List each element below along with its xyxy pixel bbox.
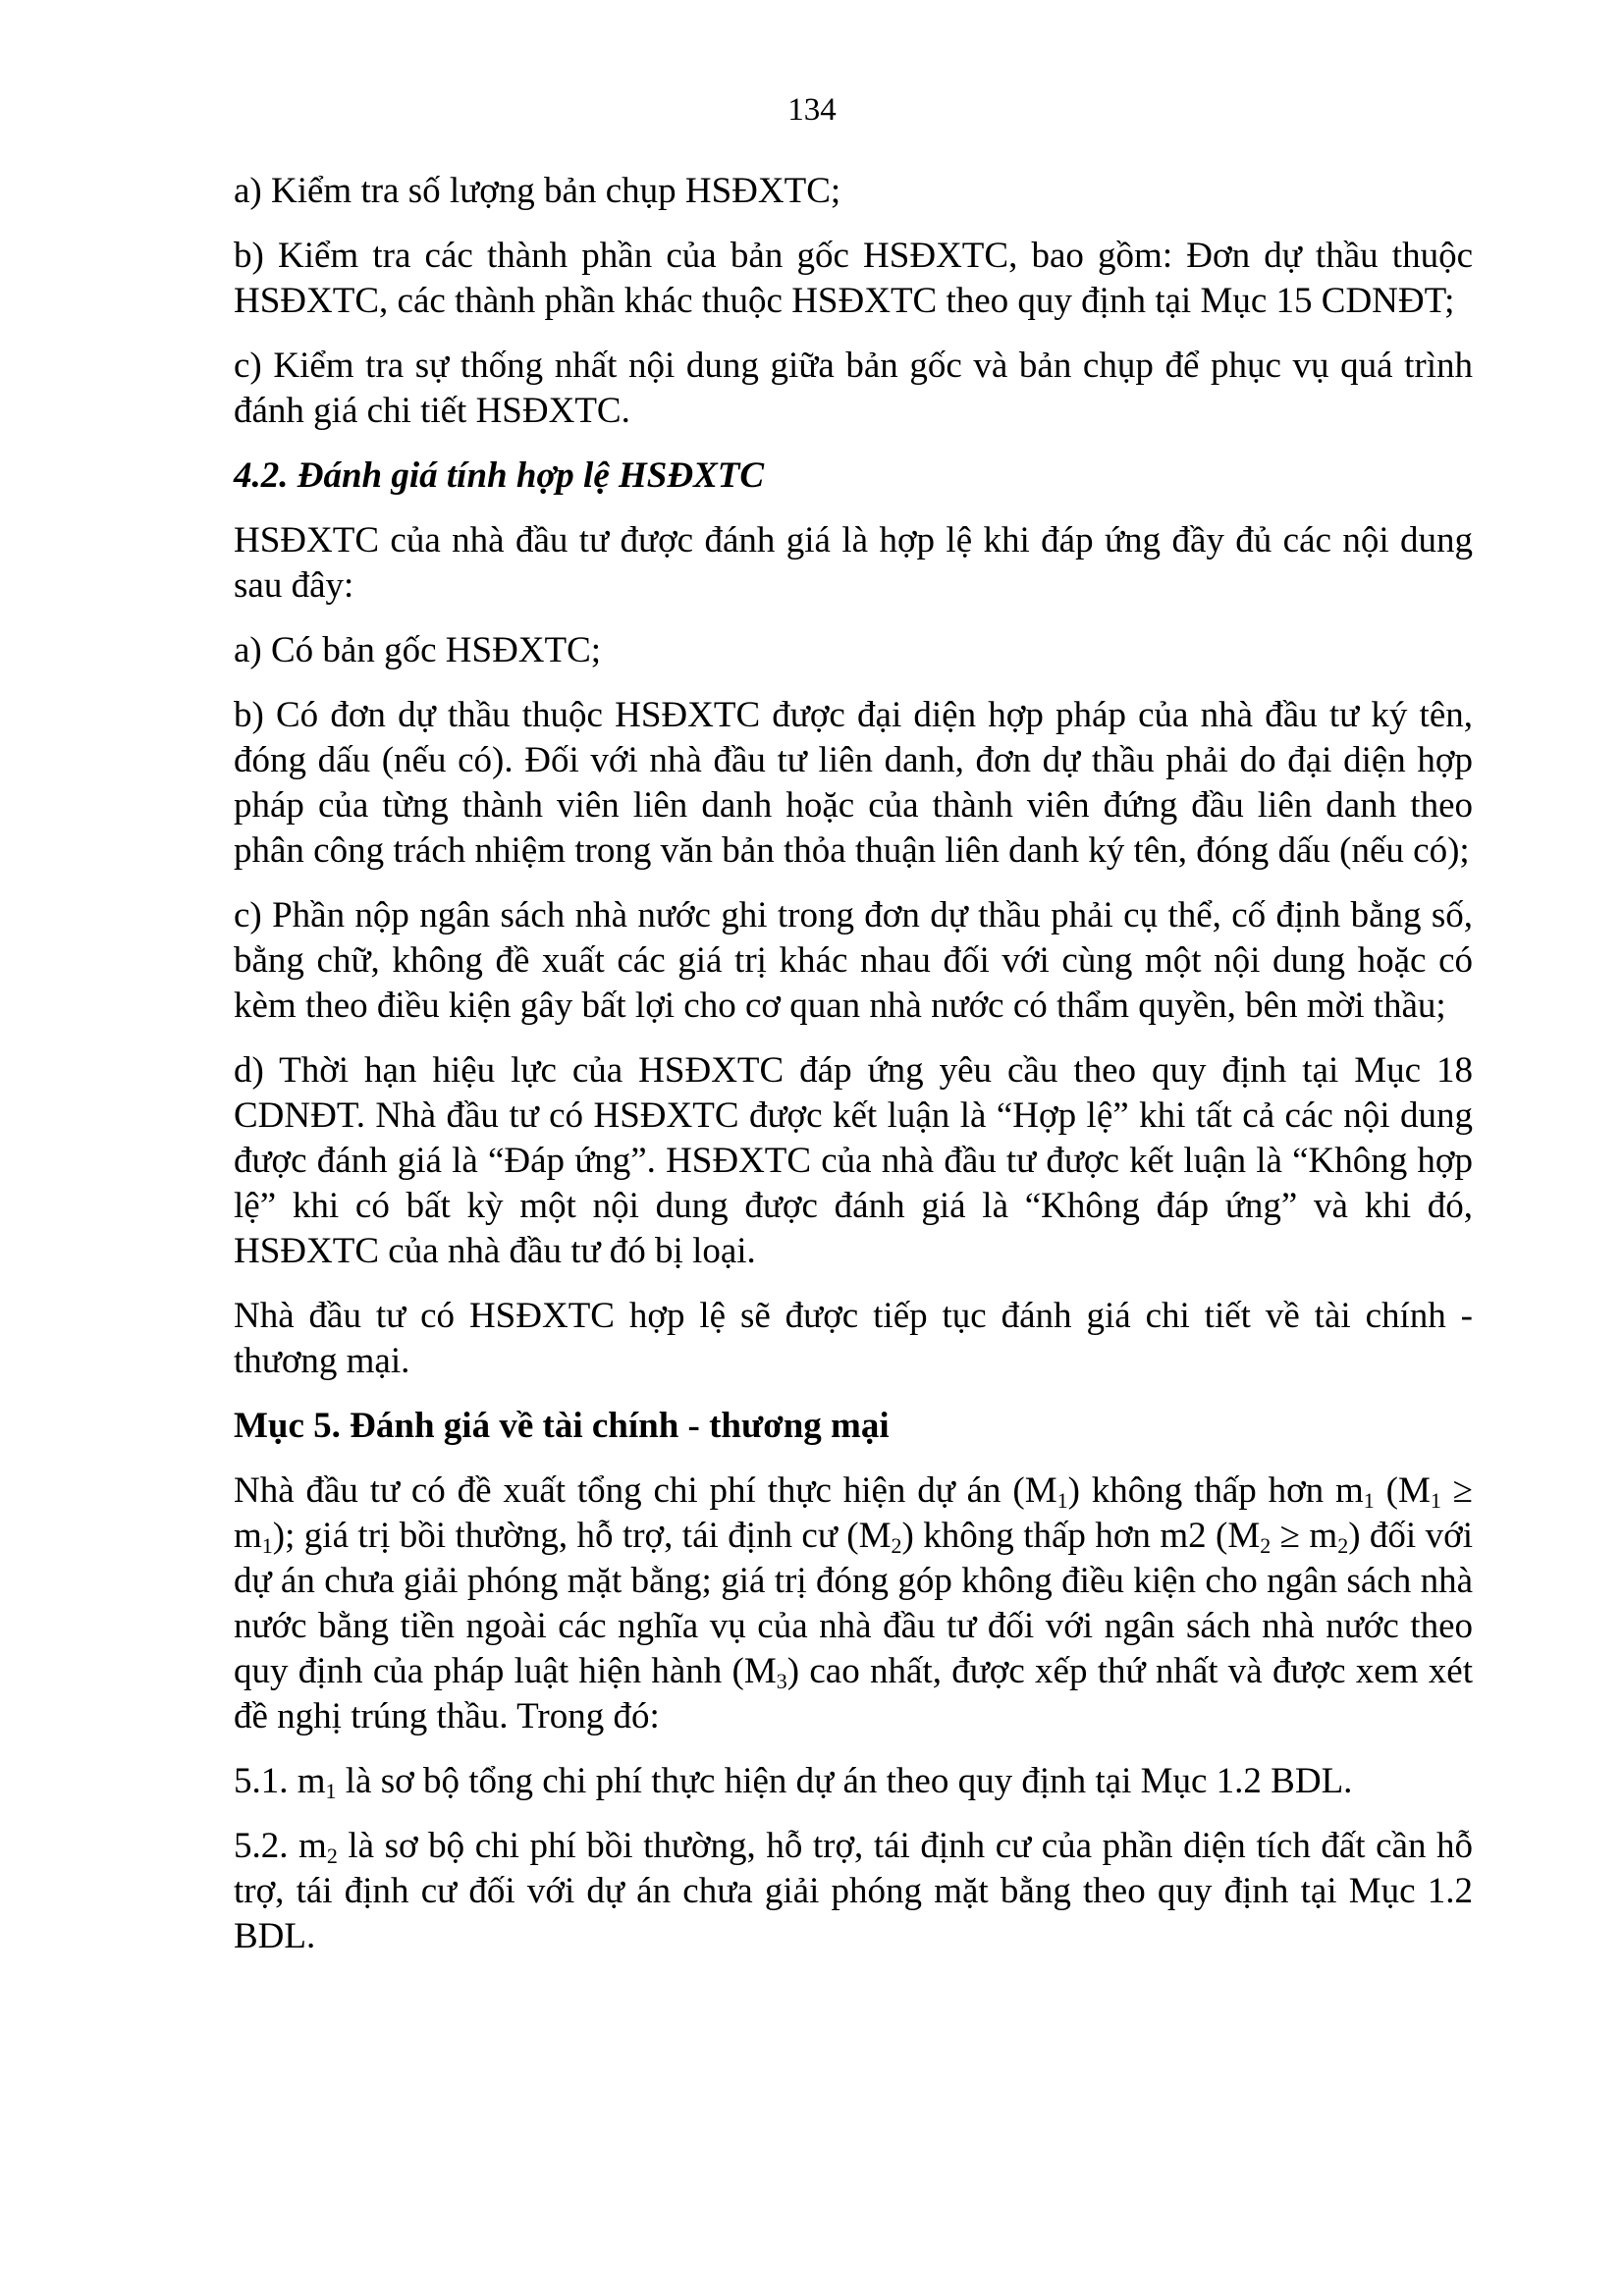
subscript: 2 — [1260, 1533, 1272, 1558]
subscript: 1 — [325, 1779, 337, 1803]
paragraph-original-copy: a) Có bản gốc HSĐXTC; — [234, 630, 602, 670]
paragraph-check-components: b) Kiểm tra các thành phần của bản gốc HSĐXTC, bao gồm: Đơn dự thầu thuộc HSĐXTC, các thành phần khác thuộc HSĐXTC theo quy định tại Mục 15 CDNĐT; — [234, 236, 1473, 321]
text-run: ); giá trị bồi thường, hỗ trợ, tái định cư (M — [272, 1516, 892, 1556]
subscript: 1 — [261, 1533, 273, 1558]
subscript: 1 — [1056, 1488, 1068, 1513]
section-heading-4-2: 4.2. Đánh giá tính hợp lệ HSĐXTC — [234, 455, 765, 496]
text-run: là sơ bộ chi phí bồi thường, hỗ trợ, tái định cư của phần diện tích đất cần hỗ trợ, tái định cư đối với dự án chưa giải phóng mặt bằng theo quy định tại Mục 1.2 BDL. — [234, 1826, 1474, 1956]
paragraph-bid-form-signed: b) Có đơn dự thầu thuộc HSĐXTC được đại diện hợp pháp của nhà đầu tư ký tên, đóng dấu (nếu có). Đối với nhà đầu tư liên danh, đơn dự thầu phải do đại diện hợp pháp của từng thành viên liên danh hoặc của thành viên đứng đầu liên danh theo phân công trách nhiệm trong văn bản thỏa thuận liên danh ký tên, đóng dấu (nếu có); — [234, 695, 1473, 871]
section-heading-muc-5: Mục 5. Đánh giá về tài chính - thương mại — [234, 1406, 890, 1446]
paragraph-validity-intro: HSĐXTC của nhà đầu tư được đánh giá là hợp lệ khi đáp ứng đầy đủ các nội dung sau đây: — [234, 520, 1473, 606]
subscript: 2 — [891, 1533, 902, 1558]
text-run: ≥ m — [1271, 1516, 1338, 1556]
paragraph-continue-evaluation: Nhà đầu tư có HSĐXTC hợp lệ sẽ được tiếp tục đánh giá chi tiết về tài chính - thương mại. — [234, 1296, 1473, 1381]
subscript: 1 — [1430, 1488, 1441, 1513]
paragraph-check-consistency: c) Kiểm tra sự thống nhất nội dung giữa bản gốc và bản chụp để phục vụ quá trình đánh giá chi tiết HSĐXTC. — [234, 346, 1473, 431]
document-body — [234, 169, 1473, 1979]
text-run: ) đối với dự án chưa giải phóng mặt bằng; giá trị đóng góp không điều kiện cho ngân sách nhà nước bằng tiền ngoài các nghĩa vụ của nhà đầu tư đối với ngân sách nhà nước theo quy định của pháp luật hiện hành (M — [234, 1516, 1473, 1691]
subscript: 2 — [1337, 1533, 1349, 1558]
paragraph-muc5-criteria — [234, 1468, 1473, 1739]
text-run: ) không thấp hơn m — [1067, 1470, 1364, 1511]
paragraph-5-2 — [234, 1824, 1473, 1959]
text-run: ) cao nhất, được xếp thứ nhất và được xem xét đề nghị trúng thầu. Trong đó: — [234, 1651, 1473, 1736]
text-run: ) không thấp hơn m2 (M — [901, 1516, 1261, 1556]
paragraph-check-copies: a) Kiểm tra số lượng bản chụp HSĐXTC; — [234, 171, 841, 211]
paragraph-budget-contribution: c) Phần nộp ngân sách nhà nước ghi trong đơn dự thầu phải cụ thể, cố định bằng số, bằng chữ, không đề xuất các giá trị khác nhau đối với cùng một nội dung hoặc có kèm theo điều kiện gây bất lợi cho cơ quan nhà nước có thẩm quyền, bên mời thầu; — [234, 895, 1473, 1026]
subscript: 2 — [326, 1843, 338, 1868]
text-run: ≥ m — [234, 1470, 1473, 1556]
text-run: 5.1. m — [234, 1761, 326, 1801]
paragraph-5-1 — [234, 1759, 1473, 1804]
text-run: (M — [1374, 1470, 1431, 1511]
subscript: 3 — [776, 1669, 787, 1693]
text-run: Nhà đầu tư có đề xuất tổng chi phí thực hiện dự án (M — [234, 1470, 1057, 1511]
page-number: 134 — [787, 92, 837, 128]
text-run: 5.2. m — [234, 1826, 327, 1866]
subscript: 1 — [1363, 1488, 1375, 1513]
paragraph-validity-period: d) Thời hạn hiệu lực của HSĐXTC đáp ứng yêu cầu theo quy định tại Mục 18 CDNĐT. Nhà đầu tư có HSĐXTC được kết luận là “Hợp lệ” khi tất cả các nội dung được đánh giá là “Đáp ứng”. HSĐXTC của nhà đầu tư được kết luận là “Không hợp lệ” khi có bất kỳ một nội dung được đánh giá là “Không đáp ứng” và khi đó, HSĐXTC của nhà đầu tư đó bị loại. — [234, 1050, 1473, 1271]
text-run: là sơ bộ tổng chi phí thực hiện dự án theo quy định tại Mục 1.2 BDL. — [336, 1761, 1353, 1801]
